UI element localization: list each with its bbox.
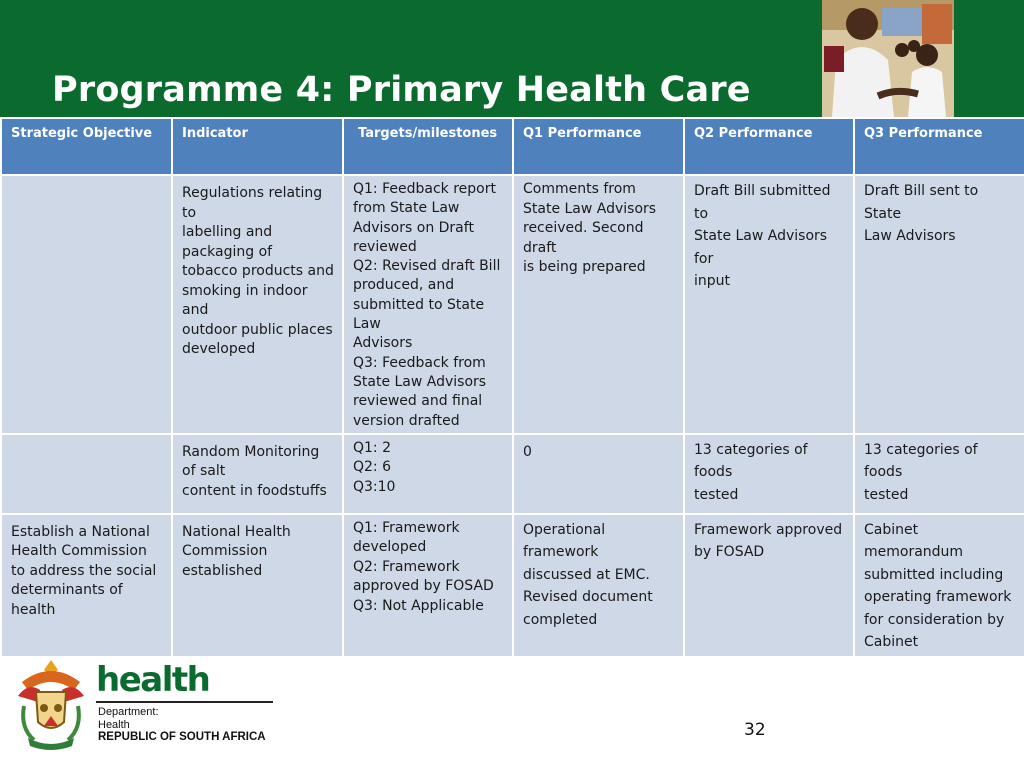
cell-q3 xyxy=(854,514,1024,657)
cell-text-line: Q3: Not Applicable xyxy=(353,597,484,614)
cell-q2 xyxy=(684,434,854,514)
cell-objective xyxy=(1,434,172,514)
cell-q1 xyxy=(513,434,684,514)
header-strategic-objective: Strategic Objective xyxy=(1,118,172,175)
table-header-row xyxy=(1,118,1024,175)
cell-text-line: Regulations relating xyxy=(182,185,323,201)
cell-text-line: Q1: Framework xyxy=(353,519,460,536)
cell-text-line: content in foodstuffs xyxy=(182,482,327,499)
cell-objective xyxy=(1,175,172,434)
cell-text-line: version drafted xyxy=(353,412,460,429)
cell-text-line: Q1: 2 xyxy=(353,439,392,456)
cell-text-line: Draft Bill submitted to xyxy=(694,183,835,222)
cell-text-line: State Law Advisors xyxy=(353,373,487,390)
cell-text-line: Framework approved xyxy=(694,521,843,538)
cell-text-line: reviewed and final xyxy=(353,393,483,410)
cell-text-line: to address the social xyxy=(11,562,157,579)
coat-of-arms-logo xyxy=(14,656,88,756)
cell-text-line: tobacco products and xyxy=(182,263,334,279)
cell-text-line: completed xyxy=(523,611,598,628)
cell-targets xyxy=(343,514,513,657)
cell-indicator xyxy=(172,514,343,657)
cell-text-line: Random Monitoring xyxy=(182,443,320,460)
cell-text-line: packaging of xyxy=(182,243,273,260)
table-row xyxy=(1,175,1024,434)
cell-indicator xyxy=(172,175,343,434)
page-number: 32 xyxy=(744,720,766,740)
cell-text-line: submitted to State Law xyxy=(353,296,489,333)
cell-text-line: determinants of xyxy=(11,582,123,599)
cell-text-line: is being prepared xyxy=(523,259,646,275)
header-indicator: Indicator xyxy=(172,118,343,175)
cell-text-line: by FOSAD xyxy=(694,544,765,561)
cell-text-line: of salt xyxy=(182,463,226,480)
header-targets: Targets/milestones xyxy=(343,118,513,175)
cell-text-line: tested xyxy=(864,486,909,503)
cell-text-line: operating framework xyxy=(864,589,1012,606)
cell-text-line: Health Commission xyxy=(11,543,147,560)
cell-text-line: Cabinet memorandum xyxy=(864,521,964,561)
cell-text-line: input xyxy=(694,273,731,289)
cell-text-line: Q2: Framework xyxy=(353,558,460,575)
cell-text-line: National Health xyxy=(182,523,291,540)
performance-table xyxy=(0,117,1024,658)
cell-text-line: reviewed xyxy=(353,238,417,255)
cell-text-line: State Law Advisors xyxy=(523,200,657,217)
header-photo xyxy=(822,0,954,117)
cell-text-line: State Law Advisors for xyxy=(694,228,832,267)
cell-text-line: Cabinet xyxy=(864,634,919,651)
cell-text-line: Q2: Revised draft Bill xyxy=(353,258,501,275)
cell-text-line: Establish a National xyxy=(11,523,150,540)
cell-q3 xyxy=(854,434,1024,514)
cell-text-line: Q1: Feedback report xyxy=(353,181,496,197)
cell-text-line: Draft Bill sent to State xyxy=(864,183,983,222)
cell-text-line: developed xyxy=(182,341,256,357)
cell-text-line: smoking in indoor and xyxy=(182,282,312,318)
cell-objective xyxy=(1,514,172,657)
slide-title: Programme 4: Primary Health Care xyxy=(52,70,751,110)
cell-text-line: received. Second draft xyxy=(523,220,648,256)
cell-text-line: Q3: Feedback from xyxy=(353,354,486,371)
cell-text-line: Advisors on Draft xyxy=(353,219,474,236)
cell-text-line: Revised document xyxy=(523,589,653,606)
table-row xyxy=(1,434,1024,514)
cell-text-line: outdoor public places xyxy=(182,321,333,338)
cell-text-line: Q3:10 xyxy=(353,478,396,495)
cell-q2 xyxy=(684,175,854,434)
cell-text-line: Operational framework xyxy=(523,521,610,561)
cell-targets xyxy=(343,175,513,434)
cell-text-line: tested xyxy=(694,486,739,503)
department-label: Department: xyxy=(98,706,159,718)
table-row xyxy=(1,514,1024,657)
cell-text-line: 13 categories of foods xyxy=(694,441,813,481)
cell-q1 xyxy=(513,175,684,434)
cell-q2 xyxy=(684,514,854,657)
cell-text-line: Law Advisors xyxy=(864,228,956,244)
cell-text-line: from State Law xyxy=(353,200,460,217)
department-name: Health xyxy=(98,719,130,731)
cell-text-line: developed xyxy=(353,539,427,556)
cell-text-line: 13 categories of foods xyxy=(864,441,983,481)
cell-text-line: 0 xyxy=(523,443,532,460)
header-q1: Q1 Performance xyxy=(513,118,684,175)
cell-text-line: Q2: 6 xyxy=(353,459,392,476)
cell-text-line: Advisors xyxy=(353,335,413,352)
cell-indicator xyxy=(172,434,343,514)
cell-text-line: approved by FOSAD xyxy=(353,578,494,595)
header-q3: Q3 Performance xyxy=(854,118,1024,175)
cell-text-line: Commission xyxy=(182,543,268,560)
cell-text-line: discussed at EMC. xyxy=(523,566,650,583)
cell-text-line: labelling and xyxy=(182,224,273,240)
cell-text-line: produced, and xyxy=(353,277,455,294)
brand-divider xyxy=(96,701,273,703)
cell-q3 xyxy=(854,175,1024,434)
cell-targets xyxy=(343,434,513,514)
cell-text-line: Comments from xyxy=(523,181,636,197)
brand-wordmark: health xyxy=(96,660,210,700)
cell-q1 xyxy=(513,514,684,657)
cell-text-line: to xyxy=(182,204,197,221)
cell-text-line: submitted including xyxy=(864,566,1004,583)
cell-text-line: health xyxy=(11,601,56,618)
country-label: REPUBLIC OF SOUTH AFRICA xyxy=(98,731,266,743)
cell-text-line: for consideration by xyxy=(864,611,1005,628)
header-q2: Q2 Performance xyxy=(684,118,854,175)
cell-text-line: established xyxy=(182,562,263,579)
